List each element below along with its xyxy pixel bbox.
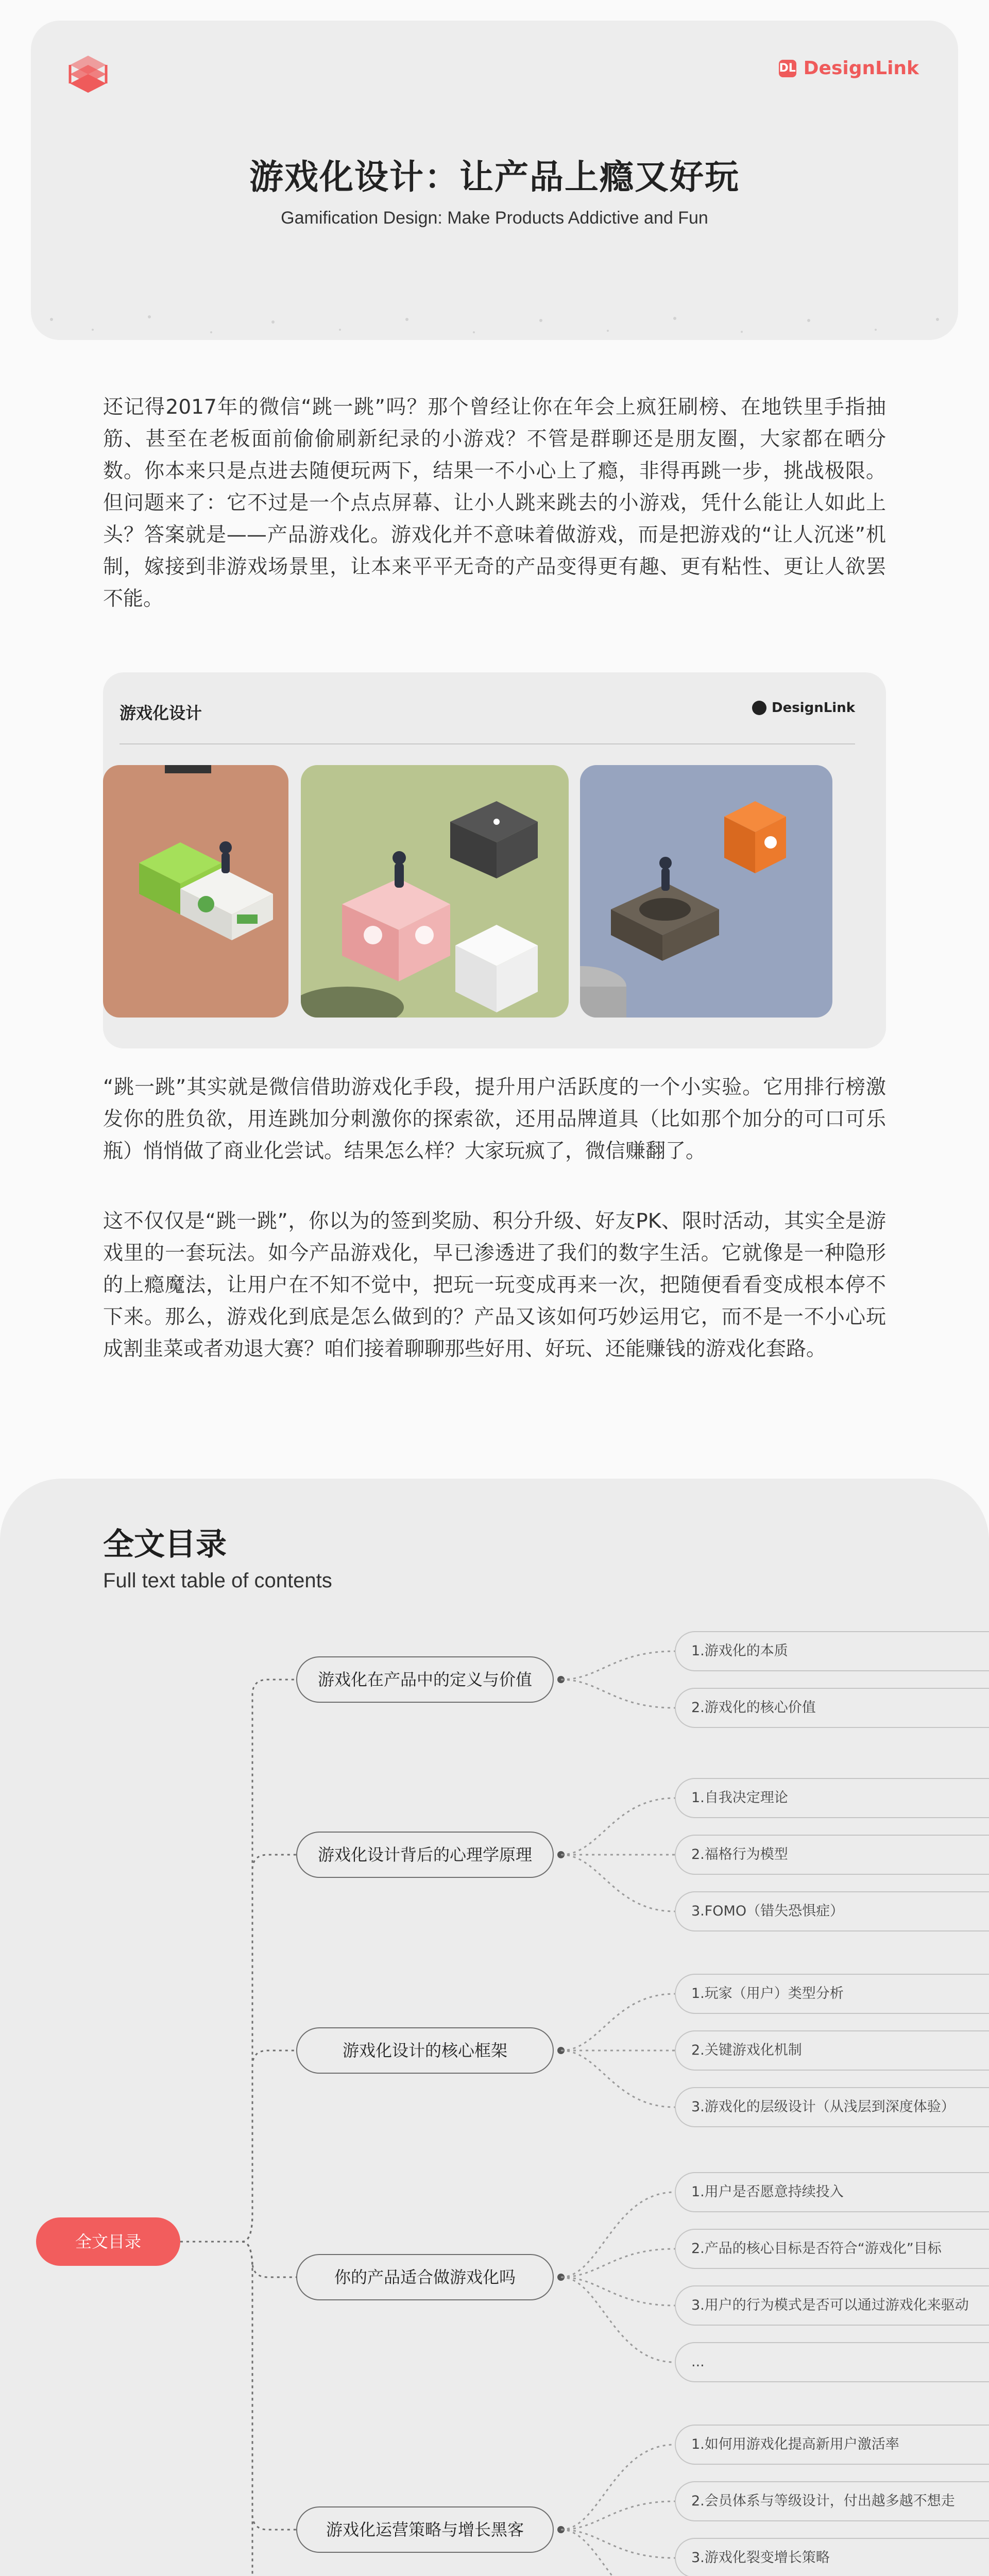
intro-paragraph-2: “跳一跳”其实就是微信借助游戏化手段，提升用户活跃度的一个小实验。它用排行榜激发你的胜负欲，用连跳加分刺激你的探索欲，还用品牌道具（比如那个加分的可口可乐瓶）悄悄做了商业化尝试。结果怎么样？大家玩疯了，微信赚翻了。	[103, 1076, 886, 1163]
toc-connector	[561, 1651, 675, 1680]
toc-connector	[561, 2277, 675, 2362]
toc-leaf[interactable]: 1.游戏化的本质	[675, 1631, 989, 1671]
toc-branch-3[interactable]: 游戏化设计的核心框架	[296, 2027, 554, 2074]
figure-brand	[752, 700, 855, 716]
toc-leaf[interactable]: 3.FOMO（错失恐惧症）	[675, 1891, 989, 1931]
toc-branch-1[interactable]: 游戏化在产品中的定义与价值	[296, 1656, 554, 1703]
toc-leaf[interactable]: 1.玩家（用户）类型分析	[675, 1974, 989, 2014]
toc-leaf[interactable]: 2.游戏化的核心价值	[675, 1688, 989, 1728]
toc-connector	[242, 1855, 296, 2242]
toc-root-node[interactable]: 全文目录	[36, 2217, 180, 2266]
toc-leaf[interactable]: 3.游戏化裂变增长策略	[675, 2538, 989, 2576]
toc-connector	[561, 1680, 675, 1708]
toc-connector	[561, 2277, 675, 2306]
toc-title: 全文目录	[103, 1527, 227, 1563]
toc-connector	[242, 2242, 296, 2576]
toc-connector	[242, 2242, 296, 2530]
toc-connector	[242, 2242, 296, 2576]
table-of-contents	[0, 1479, 989, 2576]
decorative-dots	[31, 289, 958, 340]
figure-brand-name: DesignLink	[771, 700, 855, 716]
toc-connector	[242, 2242, 296, 2277]
brand-mark-icon	[752, 701, 766, 715]
toc-leaf[interactable]: 1.如何用游戏化提高新用户激活率	[675, 2425, 989, 2465]
jump-game-scene-icon	[580, 765, 832, 1018]
intro-paragraph-3: 这不仅仅是“跳一跳”，你以为的签到奖励、积分升级、好友PK、限时活动，其实全是游戏里的一套玩法。如今产品游戏化，早已渗透进了我们的数字生活。它就像是一种隐形的上瘾魔法，让用户在不知不觉中，把玩一玩变成再来一次，把随便看看变成根本停不下来。那么，游戏化到底是怎么做到的？产品又该如何巧妙运用它，而不是一不小心玩成割韭菜或者劝退大赛？咱们接着聊聊那些好用、好玩、还能赚钱的游戏化套路。	[103, 1210, 886, 1361]
brand-logo	[779, 58, 919, 79]
toc-connector	[561, 2530, 675, 2558]
stacked-layers-logo-icon	[65, 44, 111, 101]
toc-branch-4[interactable]: 你的产品适合做游戏化吗	[296, 2254, 554, 2300]
toc-connector	[561, 2192, 675, 2277]
tile-peach	[103, 765, 288, 1018]
toc-connector	[561, 2501, 675, 2530]
page-subtitle: Gamification Design: Make Products Addictive and Fun	[281, 208, 708, 228]
figure-title: 游戏化设计	[120, 703, 202, 723]
brand-mark-icon: DL	[779, 60, 796, 77]
toc-connector	[242, 2050, 296, 2242]
toc-connector	[561, 1994, 675, 2050]
toc-leaf[interactable]: 2.产品的核心目标是否符合“游戏化”目标	[675, 2229, 989, 2269]
toc-leaf[interactable]: ...	[675, 2342, 989, 2382]
illustration-card	[103, 672, 886, 1048]
divider	[120, 743, 855, 744]
toc-connector	[242, 1680, 296, 2242]
toc-connector	[561, 1798, 675, 1855]
brand-name: DesignLink	[803, 58, 919, 79]
toc-leaf[interactable]: 3.用户的行为模式是否可以通过游戏化来驱动	[675, 2285, 989, 2326]
toc-connector	[561, 2445, 675, 2530]
toc-connector	[561, 2249, 675, 2277]
toc-connector	[561, 1855, 675, 1911]
page-title: 游戏化设计：让产品上瘾又好玩	[249, 157, 740, 197]
intro-paragraph-1: 还记得2017年的微信“跳一跳”吗？那个曾经让你在年会上疯狂刷榜、在地铁里手指抽筋、甚至在老板面前偷偷刷新纪录的小游戏？不管是群聊还是朋友圈，大家都在晒分数。你本来只是点进去随便玩两下，结果一不小心上了瘾，非得再跳一步，挑战极限。但问题来了：它不过是一个点点屏幕、让小人跳来跳去的小游戏，凭什么能让人如此上头？答案就是——产品游戏化。游戏化并不意味着做游戏，而是把游戏的“让人沉迷”机制，嫁接到非游戏场景里，让本来平平无奇的产品变得更有趣、更有粘性、更让人欲罢不能。	[103, 396, 886, 611]
toc-branch-2[interactable]: 游戏化设计背后的心理学原理	[296, 1832, 554, 1878]
toc-leaf[interactable]: 1.用户是否愿意持续投入	[675, 2172, 989, 2212]
jump-game-scene-icon	[103, 765, 288, 1018]
tile-green	[301, 765, 569, 1018]
toc-leaf[interactable]: 2.关键游戏化机制	[675, 2030, 989, 2071]
toc-leaf[interactable]: 1.自我决定理论	[675, 1778, 989, 1818]
toc-subtitle: Full text table of contents	[103, 1569, 332, 1592]
header-card	[31, 21, 958, 340]
toc-connector	[561, 2530, 675, 2576]
jump-game-scene-icon	[301, 765, 569, 1018]
toc-connector	[561, 2050, 675, 2107]
toc-branch-5[interactable]: 游戏化运营策略与增长黑客	[296, 2506, 554, 2553]
toc-leaf[interactable]: 3.游戏化的层级设计（从浅层到深度体验）	[675, 2087, 989, 2127]
tile-blue	[580, 765, 832, 1018]
toc-leaf[interactable]: 2.会员体系与等级设计，付出越多越不想走	[675, 2481, 989, 2521]
toc-leaf[interactable]: 2.福格行为模型	[675, 1835, 989, 1875]
toc-connector	[242, 2242, 296, 2576]
